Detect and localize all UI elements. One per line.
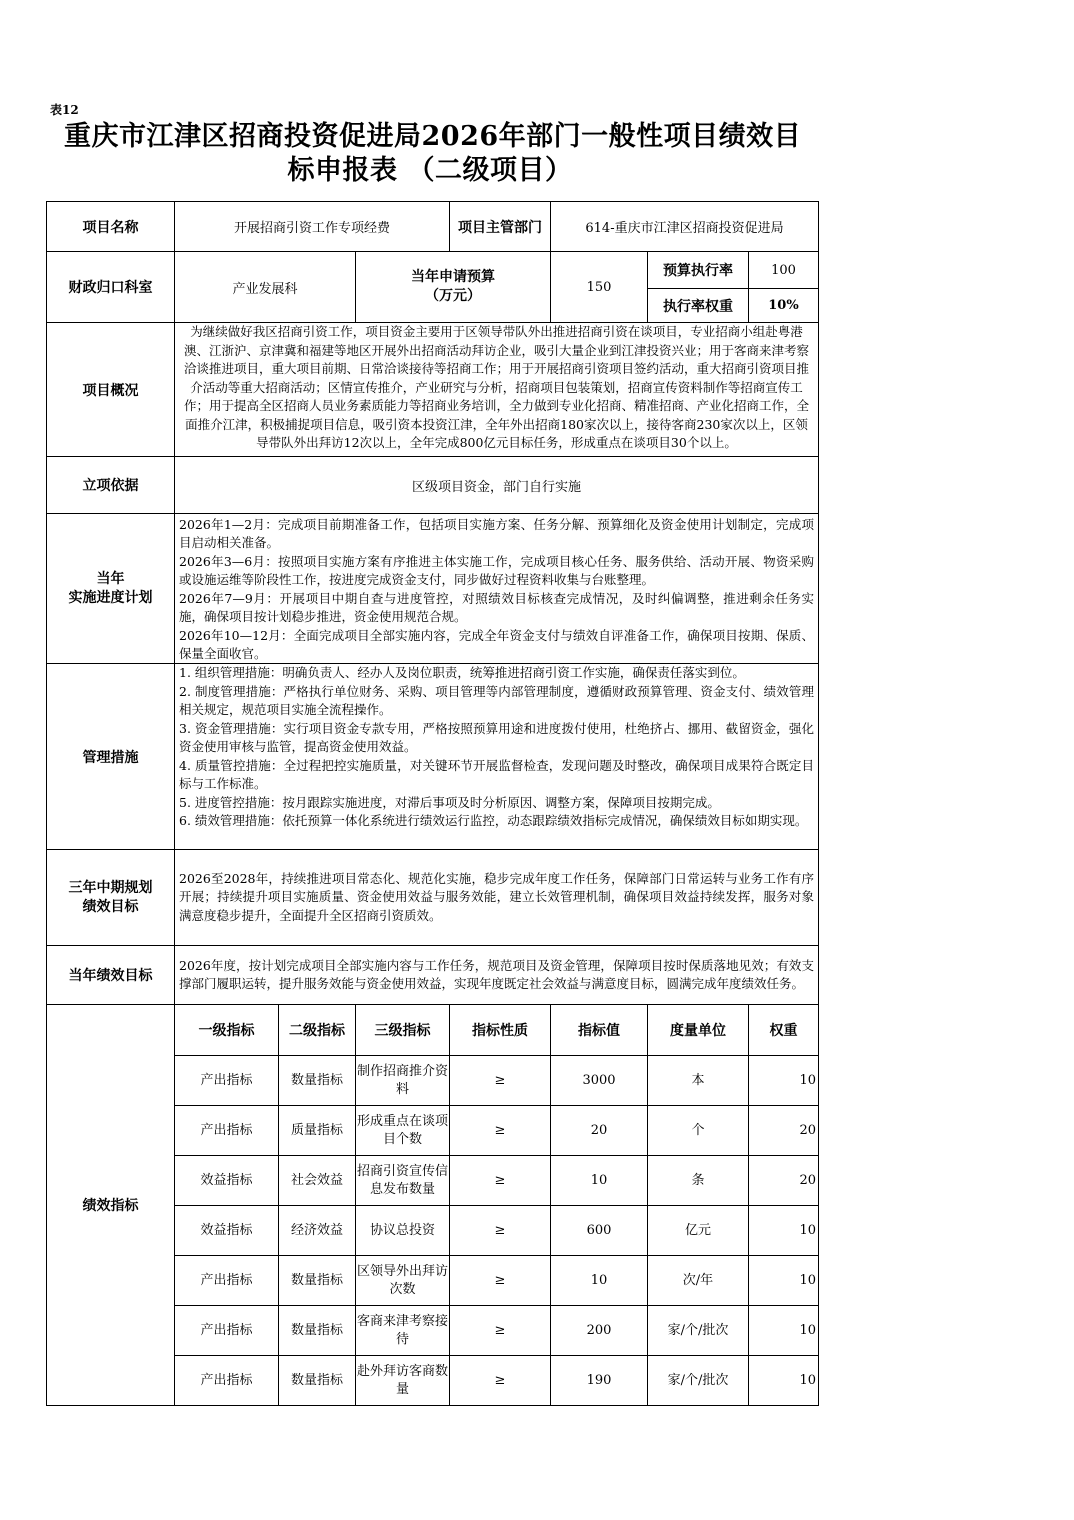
mid-term-text: 2026至2028年，持续推进项目常态化、规范化实施，稳步完成年度工作任务，保障部门日常运转与业务工作有序开展；持续提升项目实施质量、资金使用效益与服务效能，建立长效管理机制，确保项目效益持续发挥，服务对象满意度稳步提升，全面提升全区招商引资质效。 xyxy=(179,870,814,923)
weight-cell: 10 xyxy=(749,1356,819,1406)
level1-cell: 效益指标 xyxy=(175,1206,279,1256)
exec-rate-label: 预算执行率 xyxy=(648,252,749,289)
nature-cell: ≥ xyxy=(450,1056,551,1106)
dept-value: 614-重庆市江津区招商投资促进局 xyxy=(551,202,819,252)
project-name: 开展招商引资工作专项经费 xyxy=(175,202,450,252)
indicators-label: 绩效指标 xyxy=(47,1005,175,1406)
unit-cell: 条 xyxy=(648,1156,749,1206)
level1-cell: 效益指标 xyxy=(175,1156,279,1206)
value-cell: 200 xyxy=(551,1306,648,1356)
page-title xyxy=(40,120,820,188)
table-tag: 表12 xyxy=(50,103,79,117)
level3-cell: 客商来津考察接待 xyxy=(356,1306,450,1356)
office-value: 产业发展科 xyxy=(175,252,356,323)
weight-cell: 20 xyxy=(749,1156,819,1206)
unit-cell: 次/年 xyxy=(648,1256,749,1306)
header-value: 指标值 xyxy=(551,1005,648,1056)
value-cell: 3000 xyxy=(551,1056,648,1106)
level2-cell: 数量指标 xyxy=(279,1256,356,1306)
level3-cell: 招商引资宣传信息发布数量 xyxy=(356,1156,450,1206)
unit-cell: 家/个/批次 xyxy=(648,1356,749,1406)
unit-cell: 家/个/批次 xyxy=(648,1306,749,1356)
weight-cell: 10 xyxy=(749,1056,819,1106)
value-cell: 10 xyxy=(551,1156,648,1206)
level3-cell: 形成重点在谈项目个数 xyxy=(356,1106,450,1156)
budget-value: 150 xyxy=(551,252,648,323)
level2-cell: 数量指标 xyxy=(279,1306,356,1356)
nature-cell: ≥ xyxy=(450,1106,551,1156)
weight-cell: 20 xyxy=(749,1106,819,1156)
nature-cell: ≥ xyxy=(450,1356,551,1406)
header-nature: 指标性质 xyxy=(450,1005,551,1056)
dept-label: 项目主管部门 xyxy=(450,202,551,252)
nature-cell: ≥ xyxy=(450,1256,551,1306)
level2-cell: 数量指标 xyxy=(279,1056,356,1106)
level2-cell: 经济效益 xyxy=(279,1206,356,1256)
nature-cell: ≥ xyxy=(450,1306,551,1356)
unit-cell: 亿元 xyxy=(648,1206,749,1256)
budget-label: 当年申请预算 （万元） xyxy=(356,252,551,323)
overview-text: 为继续做好我区招商引资工作，项目资金主要用于区领导带队外出推进招商引资在谈项目，专业招商小组赴粤港澳、江浙沪、京津冀和福建等地区开展外出招商活动拜访企业，吸引大量企业到江津投资兴业；用于客商来津考察洽谈推进项目，重大项目前期、日常洽谈接待等招商工作；用于开展招商引资项目签约活动，重大招商引资项目推介活动等重大招商活动；区情宣传推介，产业研究与分析，招商项目包装策划，招商宣传资料制作等招商宣传工作；用于提高全区招商人员业务素质能力等招商业务培训，全力做到专业化招商、精准招商、产业化招商工作，全面推介江津，积极捕捉项目信息，吸引资本投资江津，全年外出招商180家次以上，接待客商230家次以上，区领导带队外出拜访12次以上，全年完成800亿元目标任务，形成重点在谈项目30个以上。 xyxy=(183,324,809,450)
annual-goal-text: 2026年度，按计划完成项目全部实施内容与工作任务，规范项目及资金管理，保障项目按时保质落地见效；有效支撑部门履职运转，提升服务效能与资金使用效益，实现年度既定社会效益与满意度目标，圆满完成年度绩效任务。 xyxy=(179,957,814,991)
weight-cell: 10 xyxy=(749,1256,819,1306)
project-name-label: 项目名称 xyxy=(47,202,175,252)
level1-cell: 产出指标 xyxy=(175,1256,279,1306)
office-label: 财政归口科室 xyxy=(47,252,175,323)
plan-text: 2026年1—2月：完成项目前期准备工作，包括项目实施方案、任务分解、预算细化及资金使用计划制定，完成项目启动相关准备。 2026年3—6月：按照项目实施方案有序推进主体实施工作，完成项目核心任务、服务供给、活动开展、物资采购或设施运维等阶段性工作，按进度完成资金支付，同步做好过程资料收集与台账整理。 2026年7—9月：开展项目中期自查与进度管控，对照绩效目标核查完成情况，及时纠偏调整，推进剩余任务实施，确保项目按计划稳步推进，资金使用规范合规。 2026年10—12月：全面完成项目全部实施内容，完成全年资金支付与绩效自评准备工作，确保项目按期、保质、保量全面收官。 xyxy=(179,516,814,661)
weight-cell: 10 xyxy=(749,1206,819,1256)
value-cell: 190 xyxy=(551,1356,648,1406)
weight-cell: 10 xyxy=(749,1306,819,1356)
level2-cell: 质量指标 xyxy=(279,1106,356,1156)
header-level2: 二级指标 xyxy=(279,1005,356,1056)
level3-cell: 协议总投资 xyxy=(356,1206,450,1256)
title-line-2: 标申报表 （二级项目） xyxy=(287,155,573,186)
header-weight: 权重 xyxy=(749,1005,819,1056)
performance-table xyxy=(46,201,819,1406)
title-line-1: 重庆市江津区招商投资促进局2026年部门一般性项目绩效目 xyxy=(64,121,802,152)
nature-cell: ≥ xyxy=(450,1156,551,1206)
level1-cell: 产出指标 xyxy=(175,1356,279,1406)
level2-cell: 社会效益 xyxy=(279,1156,356,1206)
exec-rate-value: 100 xyxy=(749,252,819,289)
nature-cell: ≥ xyxy=(450,1206,551,1256)
level1-cell: 产出指标 xyxy=(175,1106,279,1156)
value-cell: 20 xyxy=(551,1106,648,1156)
level3-cell: 赴外拜访客商数量 xyxy=(356,1356,450,1406)
level1-cell: 产出指标 xyxy=(175,1056,279,1106)
exec-weight-label: 执行率权重 xyxy=(648,289,749,323)
annual-goal-label: 当年绩效目标 xyxy=(47,946,175,1005)
header-level3: 三级指标 xyxy=(356,1005,450,1056)
level1-cell: 产出指标 xyxy=(175,1306,279,1356)
value-cell: 10 xyxy=(551,1256,648,1306)
management-text: 1. 组织管理措施：明确负责人、经办人及岗位职责，统筹推进招商引资工作实施，确保责任落实到位。 2. 制度管理措施：严格执行单位财务、采购、项目管理等内部管理制度，遵循财政预算管理、资金支付、绩效管理相关规定，规范项目实施全流程操作。 3. 资金管理措施：实行项目资金专款专用，严格按照预算用途和进度拨付使用，杜绝挤占、挪用、截留资金，强化资金使用审核与监管，提高资金使用效益。 4. 质量管控措施：全过程把控实施质量，对关键环节开展监督检查，发现问题及时整改，确保项目成果符合既定目标与工作标准。 5. 进度管控措施：按月跟踪实施进度，对滞后事项及时分析原因、调整方案，保障项目按期完成。 6. 绩效管理措施：依托预算一体化系统进行绩效运行监控，动态跟踪绩效指标完成情况，确保绩效目标如期实现。 xyxy=(179,665,814,828)
level3-cell: 区领导外出拜访次数 xyxy=(356,1256,450,1306)
level3-cell: 制作招商推介资料 xyxy=(356,1056,450,1106)
value-cell: 600 xyxy=(551,1206,648,1256)
level2-cell: 数量指标 xyxy=(279,1356,356,1406)
management-label: 管理措施 xyxy=(47,664,175,850)
basis-text: 区级项目资金，部门自行实施 xyxy=(175,457,819,514)
mid-term-label: 三年中期规划 绩效目标 xyxy=(47,850,175,946)
plan-label: 当年 实施进度计划 xyxy=(47,514,175,664)
exec-weight-value: 10% xyxy=(749,289,819,323)
overview-label: 项目概况 xyxy=(47,323,175,457)
unit-cell: 本 xyxy=(648,1056,749,1106)
header-level1: 一级指标 xyxy=(175,1005,279,1056)
basis-label: 立项依据 xyxy=(47,457,175,514)
unit-cell: 个 xyxy=(648,1106,749,1156)
header-unit: 度量单位 xyxy=(648,1005,749,1056)
